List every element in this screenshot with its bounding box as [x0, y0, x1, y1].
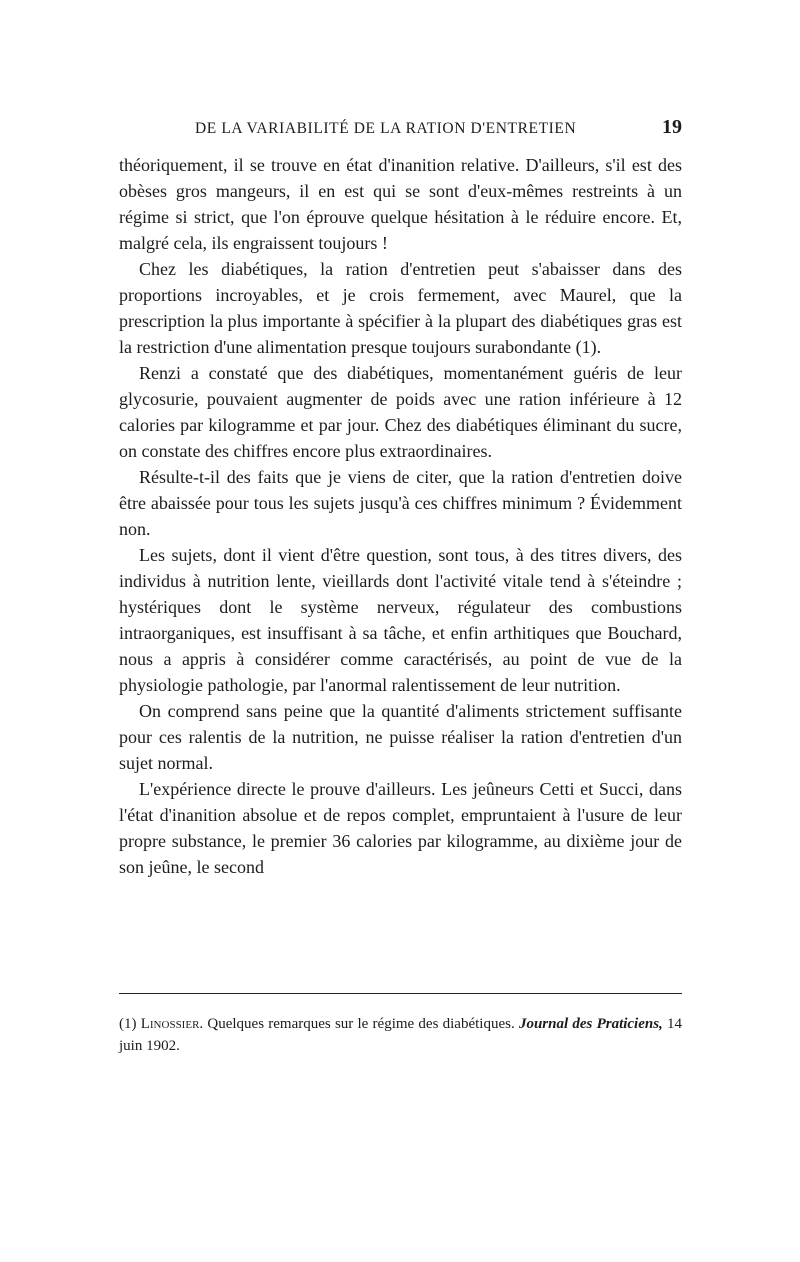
paragraph: On comprend sans peine que la quantité d'aliments strictement suffisante pour ces ralentis de la nutrition, ne puisse réaliser la ration d'entretien d'un sujet normal. [119, 701, 682, 773]
footnote-date: 14 juin 1902. [119, 1016, 683, 1054]
page-number: 19 [662, 116, 682, 138]
paragraph: théoriquement, il se trouve en état d'inanition relative. D'ailleurs, s'il est des obèses gros mangeurs, il en est qui se sont d'eux-mêmes restreints à un régime si strict, que l'on éprouve quelque hésitation à le réduire encore. Et, malgré cela, ils engraissent toujours ! [119, 155, 682, 253]
body-text [119, 152, 682, 880]
paragraph: L'expérience directe le prouve d'ailleurs. Les jeûneurs Cetti et Succi, dans l'état d'inanition absolue et de repos complet, empruntaient à l'usure de leur propre substance, le premier 36 calories par kilogramme, au dixième jour de son jeûne, le second [119, 779, 682, 877]
footnote-marker: (1) [119, 1016, 137, 1032]
paragraph: Les sujets, dont il vient d'être question, sont tous, à des titres divers, des individus à nutrition lente, vieillards dont l'activité vitale tend à s'éteindre ; hystériques dont le système nerveux, régulateur des combustions intraorganiques, est insuffisant à sa tâche, et enfin arthitiques que Bouchard, nous a appris à considérer comme caractérisés, au point de vue de la physiologie pathologie, par l'anormal ralentissement de leur nutrition. [119, 545, 682, 695]
footnote-author: Linossier. [140, 1016, 204, 1032]
footnote [119, 1013, 682, 1057]
paragraph: Chez les diabétiques, la ration d'entretien peut s'abaisser dans des proportions incroyables, et je crois fermement, avec Maurel, que la prescription la plus importante à spécifier à la plupart des diabétiques gras est la restriction d'une alimentation presque toujours surabondante (1). [119, 259, 682, 357]
page-header [120, 112, 682, 146]
footnote-divider [119, 993, 682, 994]
footnote-journal: Journal des Praticiens, [518, 1016, 663, 1032]
paragraph: Résulte-t-il des faits que je viens de citer, que la ration d'entretien doive être abaissée pour tous les sujets jusqu'à ces chiffres minimum ? Évidemment non. [119, 467, 682, 539]
footnote-text: Quelques remarques sur le régime des diabétiques. [207, 1016, 515, 1032]
running-title: DE LA VARIABILITÉ DE LA RATION D'ENTRETIEN [195, 120, 577, 137]
paragraph: Renzi a constaté que des diabétiques, momentanément guéris de leur glycosurie, pouvaient augmenter de poids avec une ration inférieure à 12 calories par kilogramme et par jour. Chez des diabétiques éliminant du sucre, on constate des chiffres encore plus extraordinaires. [119, 363, 682, 461]
